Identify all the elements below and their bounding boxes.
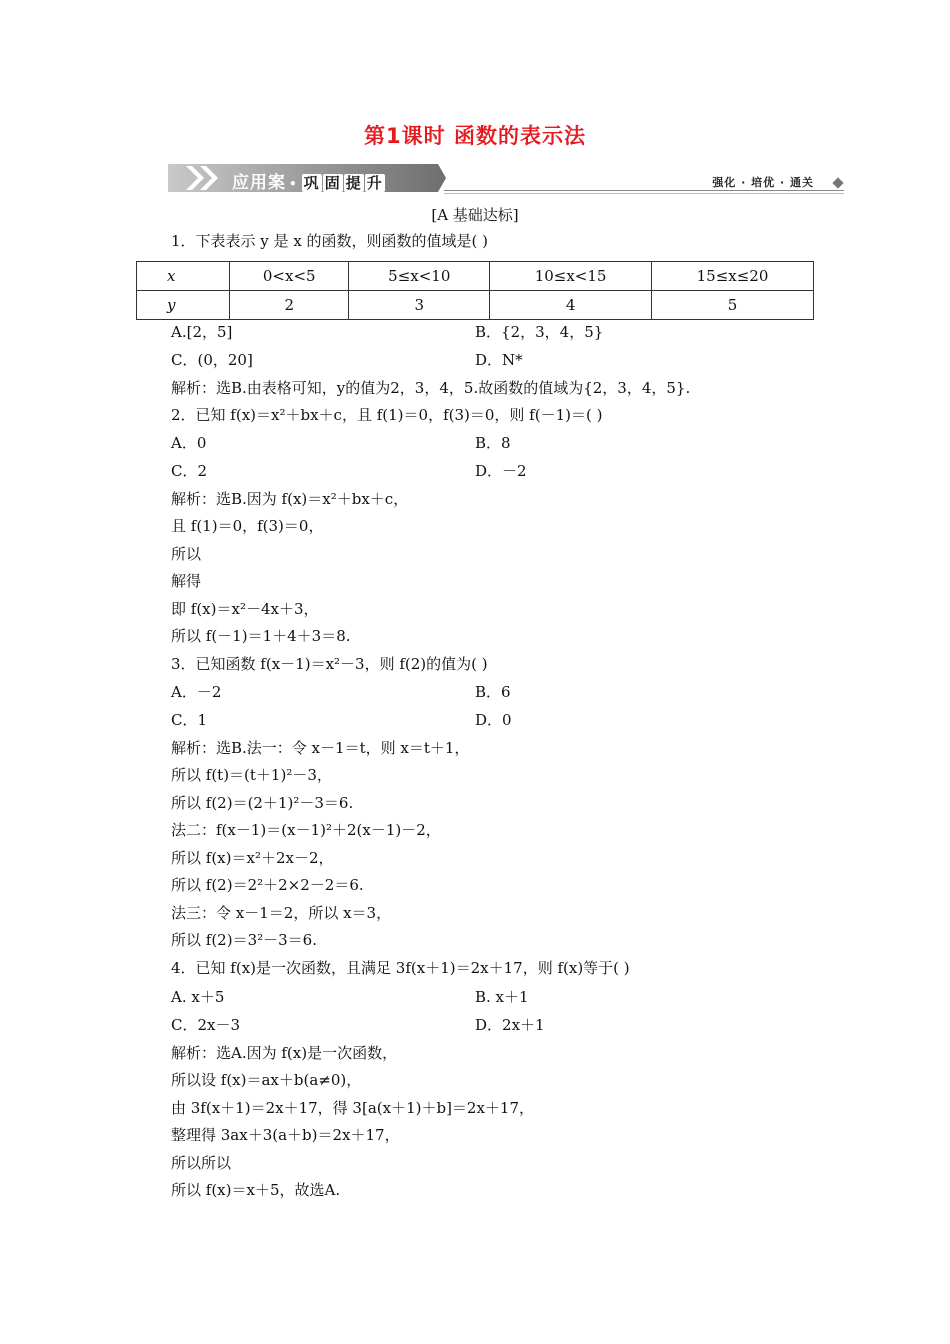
q3-analysis-line: 解析：选B.法一：令 x－1＝t，则 x＝t＋1， xyxy=(171,739,470,757)
q4-analysis-line: 由 3f(x＋1)＝2x＋17，得 3[a(x＋1)＋b]＝2x＋17， xyxy=(171,1099,535,1117)
q4-analysis-line: 所以所以 xyxy=(171,1154,232,1172)
section-label: [A 基础达标] xyxy=(431,206,519,224)
function-value-table xyxy=(136,261,814,320)
q2-analysis-line: 所以 f(－1)＝1＋4＋3＝8. xyxy=(171,627,351,645)
table-cell: 10≤x<15 xyxy=(490,262,652,291)
table-header-x: x xyxy=(137,262,230,291)
diamond-icon xyxy=(832,177,843,188)
q3-analysis-line: 所以 f(2)＝3²－3＝6. xyxy=(171,931,317,949)
q3-option-a: A．－2 xyxy=(171,683,222,701)
q4-option-c: C．2x－3 xyxy=(171,1016,241,1034)
banner-rule xyxy=(444,190,844,191)
table-row xyxy=(137,291,814,320)
q2-stem: 2．已知 f(x)＝x²＋bx＋c，且 f(1)＝0，f(3)＝0，则 f(－1)＝( ) xyxy=(171,406,603,424)
table-header-y: y xyxy=(137,291,230,320)
table-cell: 4 xyxy=(490,291,652,320)
q1-option-a: A.[2，5] xyxy=(171,323,233,341)
q3-stem: 3．已知函数 f(x－1)＝x²－3，则 f(2)的值为( ) xyxy=(171,655,488,673)
q4-analysis-line: 所以设 f(x)＝ax＋b(a≠0)， xyxy=(171,1071,362,1089)
banner-main-text: 应用案 xyxy=(232,173,286,193)
q4-analysis-line: 所以 f(x)＝x＋5，故选A. xyxy=(171,1181,341,1199)
q1-analysis: 解析：选B.由表格可知，y的值为2，3，4，5.故函数的值域为{2，3，4，5}. xyxy=(171,379,691,397)
banner-char: 巩 xyxy=(303,174,320,192)
table-cell: 0<x<5 xyxy=(230,262,349,291)
q4-stem: 4．已知 f(x)是一次函数，且满足 3f(x＋1)＝2x＋17，则 f(x)等于( ) xyxy=(171,959,630,977)
table-cell: 15≤x≤20 xyxy=(652,262,814,291)
q2-analysis-line: 且 f(1)＝0，f(3)＝0， xyxy=(171,517,324,535)
banner-main-label xyxy=(232,168,385,193)
section-banner xyxy=(168,162,844,194)
q3-analysis-line: 所以 f(t)＝(t＋1)²－3， xyxy=(171,766,332,784)
q4-option-d: D．2x＋1 xyxy=(475,1016,545,1034)
q4-analysis-line: 解析：选A.因为 f(x)是一次函数， xyxy=(171,1044,398,1062)
q2-option-c: C．2 xyxy=(171,462,208,480)
q3-option-d: D．0 xyxy=(475,711,512,729)
q3-analysis-line: 所以 f(2)＝(2＋1)²－3＝6. xyxy=(171,794,354,812)
q2-analysis-line: 所以 xyxy=(171,545,202,563)
banner-char: 升 xyxy=(366,174,383,192)
q2-analysis-line: 即 f(x)＝x²－4x＋3， xyxy=(171,600,319,618)
q3-option-c: C．1 xyxy=(171,711,208,729)
banner-char: 固 xyxy=(324,174,341,192)
q3-analysis-line: 所以 f(2)＝2²＋2×2－2＝6. xyxy=(171,876,364,894)
table-cell: 3 xyxy=(349,291,490,320)
q2-analysis-line: 解析：选B.因为 f(x)＝x²＋bx＋c， xyxy=(171,490,409,508)
banner-separator: • xyxy=(289,177,298,191)
q3-analysis-line: 所以 f(x)＝x²＋2x－2， xyxy=(171,849,334,867)
q1-option-d: D．N* xyxy=(475,351,523,369)
q2-option-d: D．－2 xyxy=(475,462,527,480)
q3-analysis-line: 法二：f(x－1)＝(x－1)²＋2(x－1)－2， xyxy=(171,821,441,839)
q3-option-b: B．6 xyxy=(475,683,511,701)
q2-option-b: B．8 xyxy=(475,434,511,452)
q2-option-a: A．0 xyxy=(171,434,207,452)
q4-option-b: B. x＋1 xyxy=(475,988,529,1006)
banner-char: 提 xyxy=(345,174,362,192)
page-title: 第1课时 函数的表示法 xyxy=(364,124,586,148)
banner-rule-thin xyxy=(444,193,844,194)
table-cell: 2 xyxy=(230,291,349,320)
table-cell: 5≤x<10 xyxy=(349,262,490,291)
q3-analysis-line: 法三：令 x－1＝2，所以 x＝3， xyxy=(171,904,392,922)
q4-analysis-line: 整理得 3ax＋3(a＋b)＝2x＋17， xyxy=(171,1126,400,1144)
q1-stem: 1．下表表示 y 是 x 的函数，则函数的值域是( ) xyxy=(171,232,489,250)
table-row xyxy=(137,262,814,291)
table-cell: 5 xyxy=(652,291,814,320)
q2-analysis-line: 解得 xyxy=(171,572,202,590)
q4-option-a: A. x＋5 xyxy=(171,988,225,1006)
q1-option-c: C．(0，20] xyxy=(171,351,253,369)
q1-option-b: B．{2，3，4，5} xyxy=(475,323,604,341)
banner-tagline: 强化 · 培优 · 通关 xyxy=(712,176,814,189)
